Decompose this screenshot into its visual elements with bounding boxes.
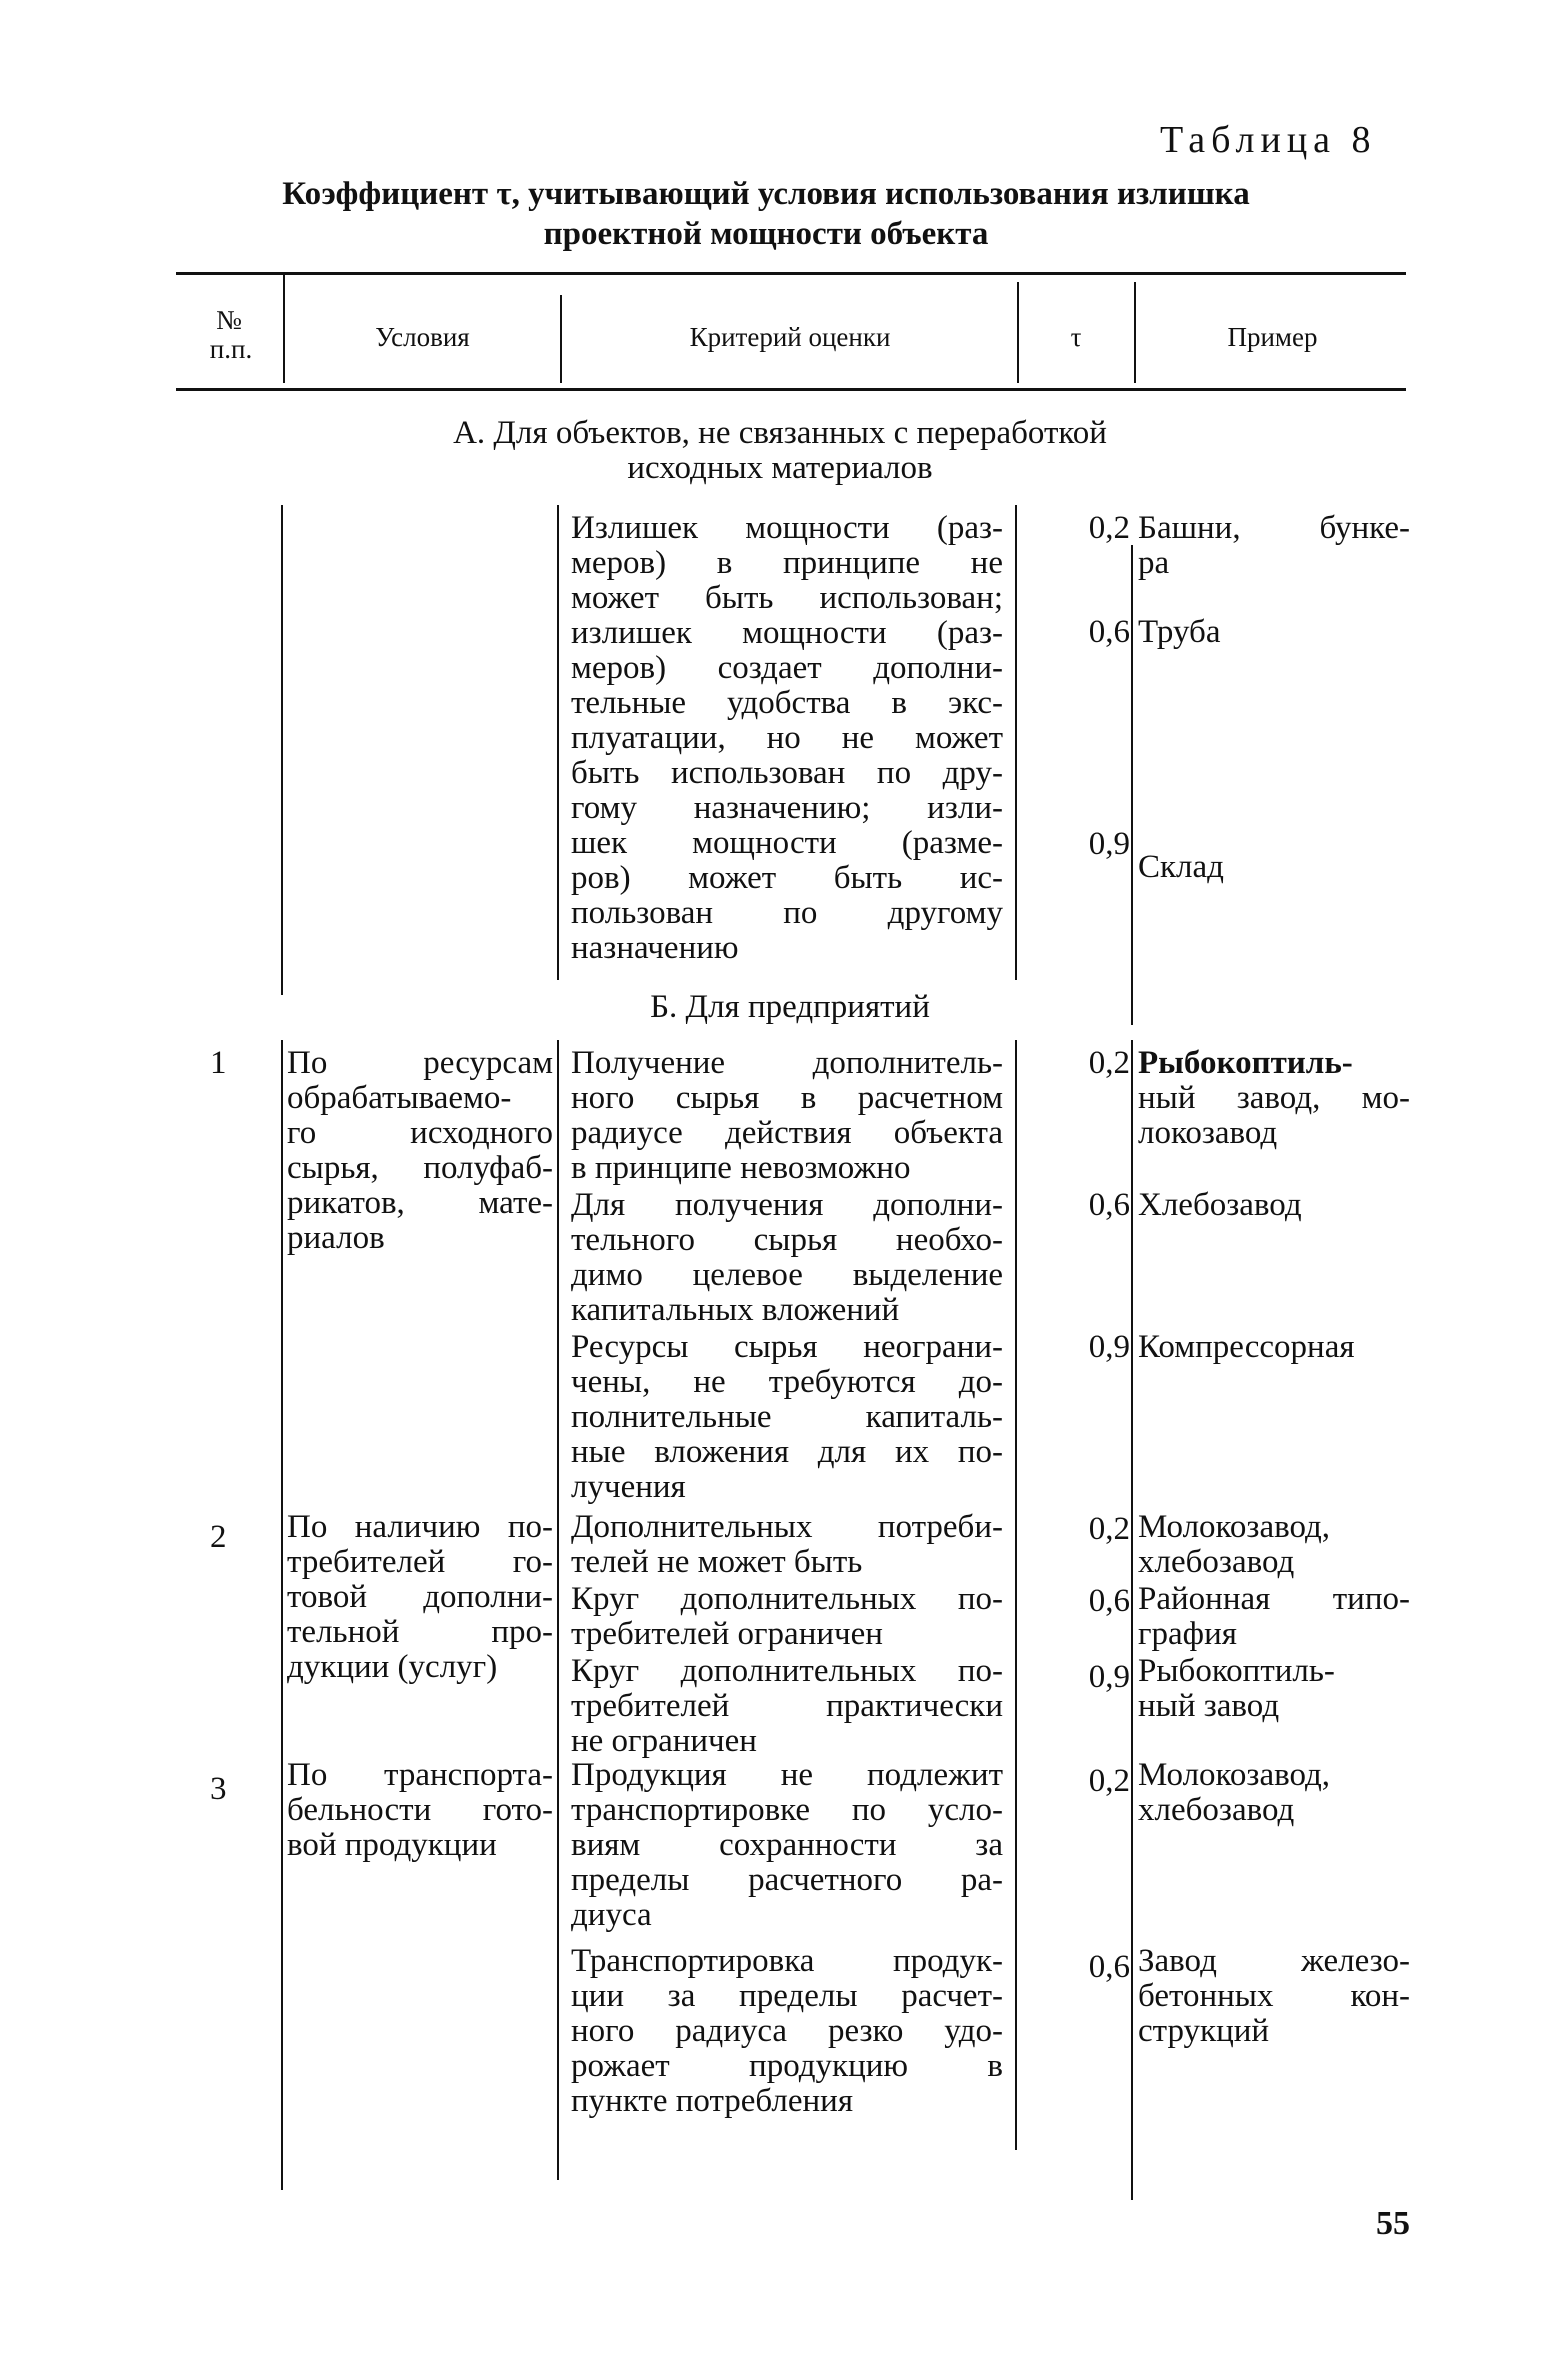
example-line: ный завод, мо- [1138, 1080, 1410, 1116]
section-a-criteria-line: гому назначению; изли- [571, 790, 1003, 826]
tau-value: 0,6 [1088, 614, 1130, 650]
example-line: струкций [1138, 2013, 1270, 2049]
section-a-criteria-line: может быть использован; [571, 580, 1003, 616]
section-a-criteria-line: Излишек мощности (раз- [571, 510, 1003, 546]
section-a-example-1 [1138, 511, 1410, 581]
header-separator-4 [1134, 282, 1136, 383]
header-separator-1 [283, 275, 285, 383]
criterion-line: требителей ограничен [571, 1616, 883, 1652]
row-1-condition [287, 1046, 553, 1256]
row-2-example-2 [1138, 1582, 1410, 1652]
condition-line: По транспорта- [287, 1757, 553, 1793]
section-a-example-2: Труба [1138, 614, 1221, 650]
page-number: 55 [1376, 2205, 1410, 2242]
criterion-line: полнительные капиталь- [571, 1399, 1003, 1435]
conditions-column-rule [281, 505, 283, 995]
criterion-line: лучения [571, 1469, 686, 1505]
example-line: Рыбокоптиль- [1138, 1653, 1335, 1689]
criterion-line: телей не может быть [571, 1544, 863, 1580]
row-3-example-2 [1138, 1944, 1410, 2049]
row-2-criterion-1 [571, 1510, 1003, 1580]
row-number: 2 [210, 1519, 227, 1555]
criterion-line: Получение дополнитель- [571, 1045, 1003, 1081]
criterion-line: Ресурсы сырья неограни- [571, 1329, 1003, 1365]
condition-line: рикатов, мате- [287, 1185, 553, 1221]
header-separator-3 [1017, 282, 1019, 383]
section-a-heading-line1: А. Для объектов, не связанных с переработкой [453, 415, 1107, 451]
header-example: Пример [1227, 322, 1318, 352]
criterion-line: ного радиуса резко удо- [571, 2013, 1003, 2049]
header-criterion: Критерий оценки [689, 322, 891, 352]
criteria-right-rule-b [1015, 1040, 1017, 2150]
condition-line: бельности гото- [287, 1792, 553, 1828]
section-a-criteria-line: тельные удобства в экс- [571, 685, 1003, 721]
section-a-criteria-line: плуатации, но не может [571, 720, 1003, 756]
condition-line: По ресурсам [287, 1045, 553, 1081]
tau-value: 0,2 [1088, 1511, 1130, 1547]
header-top-rule [176, 272, 1406, 275]
criteria-left-rule-b [557, 1040, 559, 2180]
condition-line: го исходного [287, 1115, 553, 1151]
header-bottom-rule [176, 388, 1406, 391]
example-left-rule-b [1131, 1040, 1133, 2200]
criterion-line: Для получения дополни- [571, 1187, 1003, 1223]
row-1-criterion-3 [571, 1330, 1003, 1505]
example-line: ный завод [1138, 1688, 1280, 1724]
tau-value: 0,9 [1088, 1659, 1130, 1695]
criterion-line: не ограничен [571, 1723, 757, 1759]
header-tau: τ [1070, 322, 1082, 352]
section-a-heading-line2: исходных материалов [627, 450, 933, 486]
condition-line: сырья, полуфаб- [287, 1150, 553, 1186]
condition-line: дукции (услуг) [287, 1649, 498, 1685]
criterion-line: Круг дополнительных по- [571, 1653, 1003, 1689]
example-line: Рыбокоптиль- [1138, 1045, 1353, 1081]
criterion-line: диуса [571, 1897, 652, 1933]
example-line: Молокозавод, [1138, 1509, 1331, 1545]
row-3-condition [287, 1758, 553, 1863]
header-separator-2 [560, 295, 562, 383]
criterion-line: требителей практически [571, 1688, 1003, 1724]
section-a-criteria-line: меров) в принципе не [571, 545, 1003, 581]
row-3-example-1 [1138, 1758, 1410, 1828]
row-2-criterion-3 [571, 1654, 1003, 1759]
row-3-criterion-2 [571, 1944, 1003, 2119]
example-line: Башни, бунке- [1138, 510, 1410, 546]
example-line: Районная типо- [1138, 1581, 1410, 1617]
criterion-line: в принципе невозможно [571, 1150, 911, 1186]
row-2-condition [287, 1510, 553, 1685]
criterion-line: ции за пределы расчет- [571, 1978, 1003, 2014]
section-a-criteria-line: шек мощности (разме- [571, 825, 1003, 861]
row-1-example-3: Компрессорная [1138, 1329, 1355, 1365]
criterion-line: ные вложения для их по- [571, 1434, 1003, 1470]
example-line: бетонных кон- [1138, 1978, 1410, 2014]
criterion-line: рожает продукцию в [571, 2048, 1003, 2084]
section-a-criteria-line: излишек мощности (раз- [571, 615, 1003, 651]
criterion-line: тельного сырья необхо- [571, 1222, 1003, 1258]
tau-value: 0,2 [1088, 1045, 1130, 1081]
table-label: Таблица 8 [1160, 119, 1377, 161]
example-left-rule [1131, 545, 1133, 1025]
tau-value: 0,6 [1088, 1949, 1130, 1985]
example-line: ра [1138, 545, 1170, 581]
tau-value: 0,6 [1088, 1187, 1130, 1223]
criterion-line: капитальных вложений [571, 1292, 900, 1328]
tau-value: 0,2 [1088, 510, 1130, 546]
criterion-line: димо целевое выделение [571, 1257, 1003, 1293]
criterion-line: ного сырья в расчетном [571, 1080, 1003, 1116]
section-a-criteria [571, 511, 1003, 966]
criterion-line: виям сохранности за [571, 1827, 1003, 1863]
row-2-criterion-2 [571, 1582, 1003, 1652]
section-a-criteria-line: меров) создает дополни- [571, 650, 1003, 686]
condition-line: По наличию по- [287, 1509, 553, 1545]
section-a-example-3: Склад [1138, 849, 1224, 885]
condition-line: требителей го- [287, 1544, 553, 1580]
row-2-example-1 [1138, 1510, 1410, 1580]
tau-value: 0,6 [1088, 1583, 1130, 1619]
row-3-criterion-1 [571, 1758, 1003, 1933]
example-line: локозавод [1138, 1115, 1278, 1151]
condition-line: тельной про- [287, 1614, 553, 1650]
criterion-line: Круг дополнительных по- [571, 1581, 1003, 1617]
section-a-criteria-line: быть использован по дру- [571, 755, 1003, 791]
row-1-example-2: Хлебозавод [1138, 1187, 1302, 1223]
table-title-line1: Коэффициент τ, учитывающий условия использования излишка [282, 176, 1250, 212]
criterion-line: Продукция не подлежит [571, 1757, 1003, 1793]
criterion-line: пределы расчетного ра- [571, 1862, 1003, 1898]
tau-value: 0,9 [1088, 1329, 1130, 1365]
criterion-line: чены, не требуются до- [571, 1364, 1003, 1400]
criterion-line: Транспортировка продук- [571, 1943, 1003, 1979]
table-title-line2: проектной мощности объекта [543, 216, 989, 252]
example-line: Молокозавод, [1138, 1757, 1331, 1793]
row-1-criterion-2 [571, 1188, 1003, 1328]
criterion-line: радиусе действия объекта [571, 1115, 1003, 1151]
condition-line: товой дополни- [287, 1579, 553, 1615]
section-a-criteria-line: ров) может быть ис- [571, 860, 1003, 896]
criterion-line: Дополнительных потреби- [571, 1509, 1003, 1545]
tau-value: 0,2 [1088, 1763, 1130, 1799]
header-conditions: Условия [375, 322, 470, 352]
row-2-example-3 [1138, 1654, 1410, 1724]
row-number: 1 [210, 1045, 227, 1081]
row-1-criterion-1 [571, 1046, 1003, 1186]
section-b-heading: Б. Для предприятий [650, 989, 930, 1025]
example-line: хлебозавод [1138, 1792, 1295, 1828]
header-number-line2: п.п. [209, 334, 253, 364]
row-number: 3 [210, 1771, 227, 1807]
row-1-example-1 [1138, 1046, 1410, 1151]
section-a-criteria-line: пользован по другому [571, 895, 1003, 931]
header-number-line1: № [216, 305, 242, 335]
condition-line: вой продукции [287, 1827, 497, 1863]
example-line: Завод железо- [1138, 1943, 1410, 1979]
conditions-column-rule-b [281, 1040, 283, 2190]
criterion-line: транспортировке по усло- [571, 1792, 1003, 1828]
criteria-left-rule [557, 505, 559, 980]
tau-value: 0,9 [1088, 826, 1130, 862]
example-line: графия [1138, 1616, 1237, 1652]
criteria-right-rule [1015, 505, 1017, 980]
criterion-line: пункте потребления [571, 2083, 854, 2119]
section-a-criteria-line: назначению [571, 930, 739, 966]
example-line: хлебозавод [1138, 1544, 1295, 1580]
condition-line: обрабатываемо- [287, 1080, 512, 1116]
condition-line: риалов [287, 1220, 385, 1256]
